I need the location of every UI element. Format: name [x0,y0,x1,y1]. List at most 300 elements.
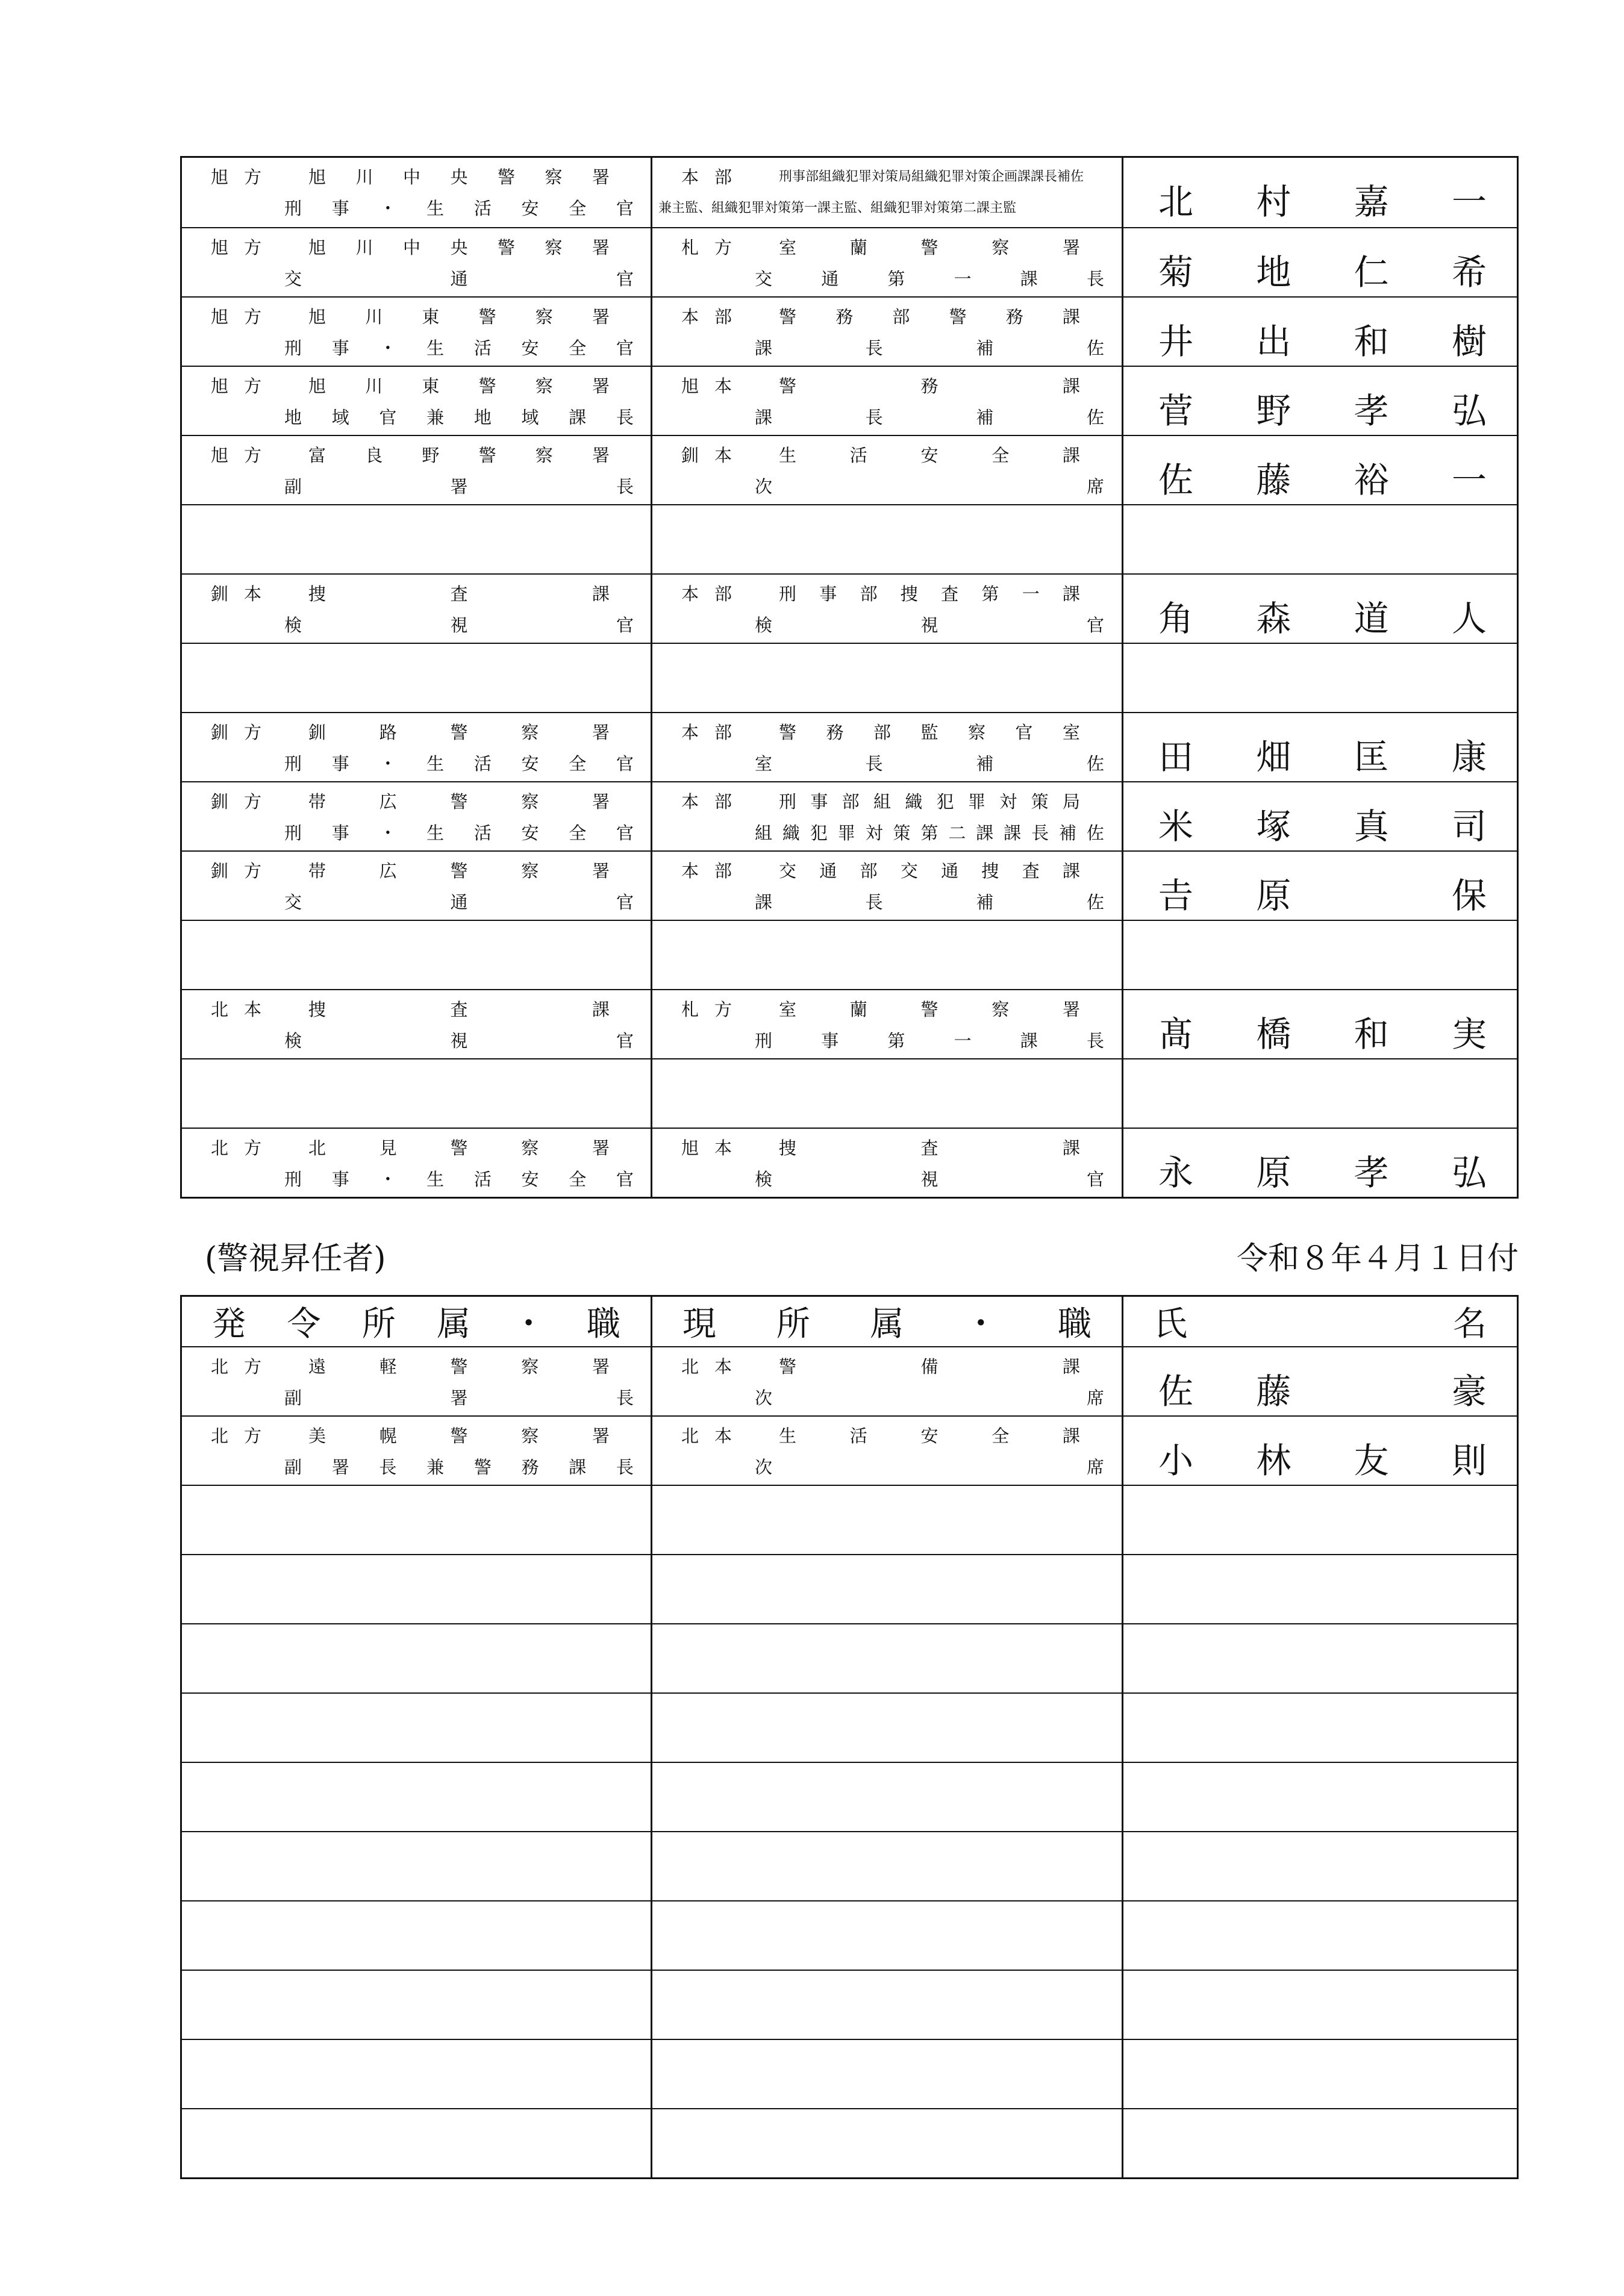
office-prefix [211,1493,261,1517]
char: 菊 [1158,252,1194,293]
char: 長 [616,407,634,428]
name-cell [1123,990,1517,1058]
position [284,2009,634,2033]
position [284,336,634,360]
char: 旭 [211,167,229,187]
char: 部 [714,861,732,881]
char [1354,1370,1389,1412]
char: 警 [450,722,468,743]
char: 通 [450,892,468,912]
char: 織 [905,791,923,812]
char: 官 [1086,1169,1104,1190]
office-name [779,1562,1080,1586]
char: 課 [569,407,587,428]
char: 副 [284,1457,302,1477]
position [755,1098,1104,1122]
position [284,1386,634,1410]
name-cell [1123,852,1517,920]
char: 北 [681,1356,699,1377]
char: 察 [521,1356,539,1377]
char: 策 [1031,791,1049,812]
char: 本 [714,1138,732,1158]
char: 佐 [1086,753,1104,774]
position [284,1663,634,1687]
position [755,1167,1104,1191]
char: 弘 [1451,1152,1487,1193]
char: 方 [243,307,261,327]
char: 札 [681,237,699,258]
char: 官 [616,269,634,289]
char: 部 [860,584,878,604]
char: 室 [1062,722,1080,743]
name-cell [1123,436,1517,504]
char: 佐 [1086,338,1104,358]
person-name [1158,944,1487,986]
char: 地 [284,407,302,428]
char: 察 [992,237,1010,258]
char: 全 [569,338,587,358]
char: 生 [426,198,445,219]
position [755,336,1104,360]
char: 全 [992,445,1010,466]
table-header-row [182,1297,1517,1346]
char: 方 [243,376,261,396]
char: 席 [1086,476,1104,497]
char: 田 [1158,737,1194,778]
char: 検 [755,615,773,635]
char: 警 [473,1457,492,1477]
char: 域 [331,407,349,428]
char: 野 [1256,390,1291,431]
header-current-post [652,1297,1123,1346]
office-prefix [211,443,261,467]
char: 査 [941,584,959,604]
char: 地 [473,407,492,428]
office-prefix [681,1493,732,1517]
char: ・ [964,1305,998,1344]
office-name [308,1067,610,1091]
office-prefix [681,1909,732,1933]
char: 匡 [1354,737,1389,778]
office-prefix [681,1136,732,1160]
current-post-cell [652,644,1123,712]
office-prefix [681,1770,732,1794]
office-prefix [681,651,732,675]
char: 属 [437,1305,471,1344]
office-prefix [681,1701,732,1725]
char: 署 [592,861,610,881]
position [755,544,1104,568]
position: 兼主監、組織犯罪対策第一課主監、組織犯罪対策第二課主監 [658,201,1017,216]
office-name [779,582,1080,606]
char: 査 [450,584,468,604]
char: 査 [1022,861,1040,881]
table-row [182,1058,1517,1128]
char: 孝 [1354,390,1389,431]
position [284,1732,634,1756]
char: 警 [920,237,938,258]
header-name-left: 氏 [1154,1305,1187,1344]
char: 署 [592,167,610,187]
person-name [1158,1082,1487,1125]
char: 生 [426,753,445,774]
char: 刑 [755,1031,773,1051]
char: 警 [779,376,797,396]
char: 本 [681,584,699,604]
position [755,1594,1104,1618]
char: 旭 [308,167,326,187]
current-post-cell [652,1059,1123,1128]
office-prefix [211,720,261,744]
char: 署 [592,376,610,396]
char: 察 [521,791,539,812]
char: 検 [284,1031,302,1051]
office-prefix [681,513,732,537]
char: 査 [450,999,468,1020]
char: 罪 [837,823,855,843]
char: 長 [616,1388,634,1408]
char: 視 [450,1031,468,1051]
char: 交 [284,269,302,289]
person-name [1158,390,1487,432]
current-post-cell [652,1624,1123,1692]
appointed-post-cell [182,575,652,643]
office-prefix [681,374,732,398]
char: 捜 [308,999,326,1020]
char: 通 [941,861,959,881]
office-prefix [211,2047,261,2071]
char: 課 [592,999,610,1020]
char: 課 [592,584,610,604]
char: 全 [569,1169,587,1190]
table-row [182,504,1517,573]
office-prefix [681,1067,732,1091]
char: 部 [842,791,860,812]
char: 方 [243,791,261,812]
position [284,475,634,499]
office-name [308,1136,610,1160]
char: 署 [592,307,610,327]
office-prefix [681,790,732,814]
char: 署 [592,445,610,466]
appointed-post-cell [182,1486,652,1554]
char: 人 [1451,598,1487,639]
char: 地 [1256,252,1291,293]
char: 監 [920,722,938,743]
char: 交 [284,892,302,912]
person-name [1158,2132,1487,2174]
char: 川 [365,376,383,396]
char: 全 [569,823,587,843]
office-name [308,1909,610,1933]
position [755,1455,1104,1479]
current-post-cell [652,713,1123,781]
char: 長 [1086,1031,1104,1051]
position [755,1029,1104,1053]
current-post-cell [652,1347,1123,1415]
char: 原 [1256,875,1291,916]
office-prefix [681,2117,732,2141]
person-name [1158,805,1487,847]
office-prefix [211,1632,261,1656]
char: 第 [981,584,999,604]
char: 全 [569,198,587,219]
char: 警 [478,445,496,466]
char: 釧 [211,861,229,881]
char [1354,875,1389,917]
char: 察 [521,861,539,881]
office-prefix [681,165,732,189]
char: 視 [920,1169,938,1190]
table-row [182,1900,1517,1970]
char: 活 [473,338,492,358]
char: 野 [422,445,440,466]
char: 佐 [1086,823,1104,843]
char: 交 [755,269,773,289]
office-name [308,374,610,398]
office-prefix [211,374,261,398]
appointed-post-cell [182,1347,652,1415]
char: 察 [535,445,553,466]
char: 署 [592,237,610,258]
current-post-cell [652,1763,1123,1831]
char: 警 [450,1356,468,1377]
char: 兼 [426,1457,445,1477]
position [755,1871,1104,1895]
char: 察 [535,376,553,396]
appointed-post-cell [182,158,652,227]
office-name [308,720,610,744]
char: ・ [379,753,397,774]
char: 和 [1354,321,1389,362]
char: 署 [1062,999,1080,1020]
position [755,475,1104,499]
office-name [308,2117,610,2141]
position [284,267,634,291]
office-prefix [211,1701,261,1725]
office-prefix [211,651,261,675]
position [755,682,1104,707]
table-row [182,1485,1517,1554]
char: 安 [521,338,539,358]
office-name [308,997,610,1022]
char: 本 [243,999,261,1020]
office-prefix [681,582,732,606]
appointed-post-cell [182,436,652,504]
office-name [779,236,1080,260]
char: 塚 [1256,806,1291,847]
office-name [779,1136,1080,1160]
table-row [182,366,1517,435]
char: 旭 [681,376,699,396]
char: 捜 [308,584,326,604]
office-prefix [211,790,261,814]
office-name [779,928,1080,952]
char: 発 [212,1305,246,1344]
office-name [779,443,1080,467]
char: 令 [287,1305,321,1344]
person-name [1158,1578,1487,1620]
char: 井 [1158,321,1194,362]
position [755,1940,1104,1964]
position [755,821,1104,845]
char: 警 [450,1138,468,1158]
person-name [1158,251,1487,293]
person-name [1158,1924,1487,1967]
char: 一 [954,1031,972,1051]
office-prefix [211,1136,261,1160]
char: 角 [1158,598,1194,639]
char: 警 [450,791,468,812]
char: ・ [379,1169,397,1190]
char: 釧 [681,445,699,466]
char: 課 [755,338,773,358]
office-prefix [211,236,261,260]
char: 補 [1058,823,1076,843]
char: 釧 [308,722,326,743]
char: 察 [521,1138,539,1158]
char: 生 [426,1169,445,1190]
char: 方 [243,237,261,258]
char: 東 [422,376,440,396]
char: 官 [616,1169,634,1190]
office-name [779,2117,1080,2141]
office-prefix [681,236,732,260]
position [284,959,634,984]
office-name [308,165,610,189]
char: 永 [1158,1152,1194,1193]
char: 橋 [1256,1014,1291,1055]
char: 安 [920,445,938,466]
office-name [779,1424,1080,1448]
char: 罪 [967,791,985,812]
char: 活 [849,445,867,466]
char: 事 [819,584,837,604]
current-post-cell [652,1486,1123,1554]
char: 補 [976,753,994,774]
current-post-cell [652,921,1123,989]
char: 佐 [1158,1371,1194,1412]
char: 補 [976,338,994,358]
char: 旭 [681,1138,699,1158]
char: 備 [920,1356,938,1377]
appointed-post-cell [182,1417,652,1485]
position [755,613,1104,637]
char: 保 [1451,875,1487,916]
char: 方 [714,999,732,1020]
name-cell [1123,1694,1517,1762]
char: ・ [379,198,397,219]
office-name [308,236,610,260]
position [284,1594,634,1618]
char: 刑 [284,338,302,358]
position [284,2148,634,2172]
char: 職 [1058,1305,1092,1344]
position [284,821,634,845]
office-prefix [681,720,732,744]
position [284,1167,634,1191]
char: 事 [331,198,349,219]
name-cell [1123,505,1517,573]
person-name [1158,1013,1487,1055]
char: 広 [379,861,397,881]
person-name [1158,528,1487,570]
name-cell [1123,921,1517,989]
char: 室 [755,753,773,774]
char: 察 [521,722,539,743]
position [284,752,634,776]
char: 刑 [779,791,797,812]
person-name [1158,1855,1487,1897]
char: 視 [450,615,468,635]
table-row [182,712,1517,781]
char: 課 [976,823,994,843]
name-cell [1123,367,1517,435]
office-prefix [211,928,261,952]
office-name [779,1909,1080,1933]
office-name [308,2047,610,2071]
char: 席 [1086,1457,1104,1477]
effective-date: 令和８年４月１日付 [1236,1241,1519,1277]
current-post-cell [652,1971,1123,2039]
position [755,1732,1104,1756]
table-row [182,158,1517,227]
char: 警 [478,376,496,396]
char: 方 [714,237,732,258]
char: 検 [284,615,302,635]
char: 交 [779,861,797,881]
char: 本 [714,1356,732,1377]
char: 第 [887,1031,905,1051]
char: 官 [616,615,634,635]
office-name: 刑事部組織犯罪対策局組織犯罪対策企画課課長補佐 [779,169,1084,184]
char: 旭 [308,237,326,258]
office-name [779,1067,1080,1091]
char: 本 [243,584,261,604]
person-name [1158,1647,1487,1689]
person-name [1158,875,1487,917]
char: 一 [954,269,972,289]
name-cell [1123,1129,1517,1197]
char: 刑 [284,753,302,774]
char: 全 [569,753,587,774]
office-name [779,2047,1080,2071]
appointed-post-cell [182,644,652,712]
position [284,613,634,637]
char: 察 [545,167,563,187]
position [284,1098,634,1122]
char: 部 [892,307,910,327]
appointed-post-cell [182,1555,652,1623]
char: 現 [682,1305,716,1344]
office-name [308,1424,610,1448]
position [284,196,634,220]
char: 活 [473,823,492,843]
char: 安 [521,198,539,219]
char: 札 [681,999,699,1020]
char: 長 [865,407,883,428]
table-row [182,435,1517,504]
char: 部 [714,167,732,187]
char: 森 [1256,598,1291,639]
appointed-post-cell [182,852,652,920]
office-prefix [681,997,732,1022]
char: 官 [616,753,634,774]
office-name [779,1978,1080,2002]
office-prefix [211,1909,261,1933]
char: 佐 [1086,407,1104,428]
position [284,405,634,429]
